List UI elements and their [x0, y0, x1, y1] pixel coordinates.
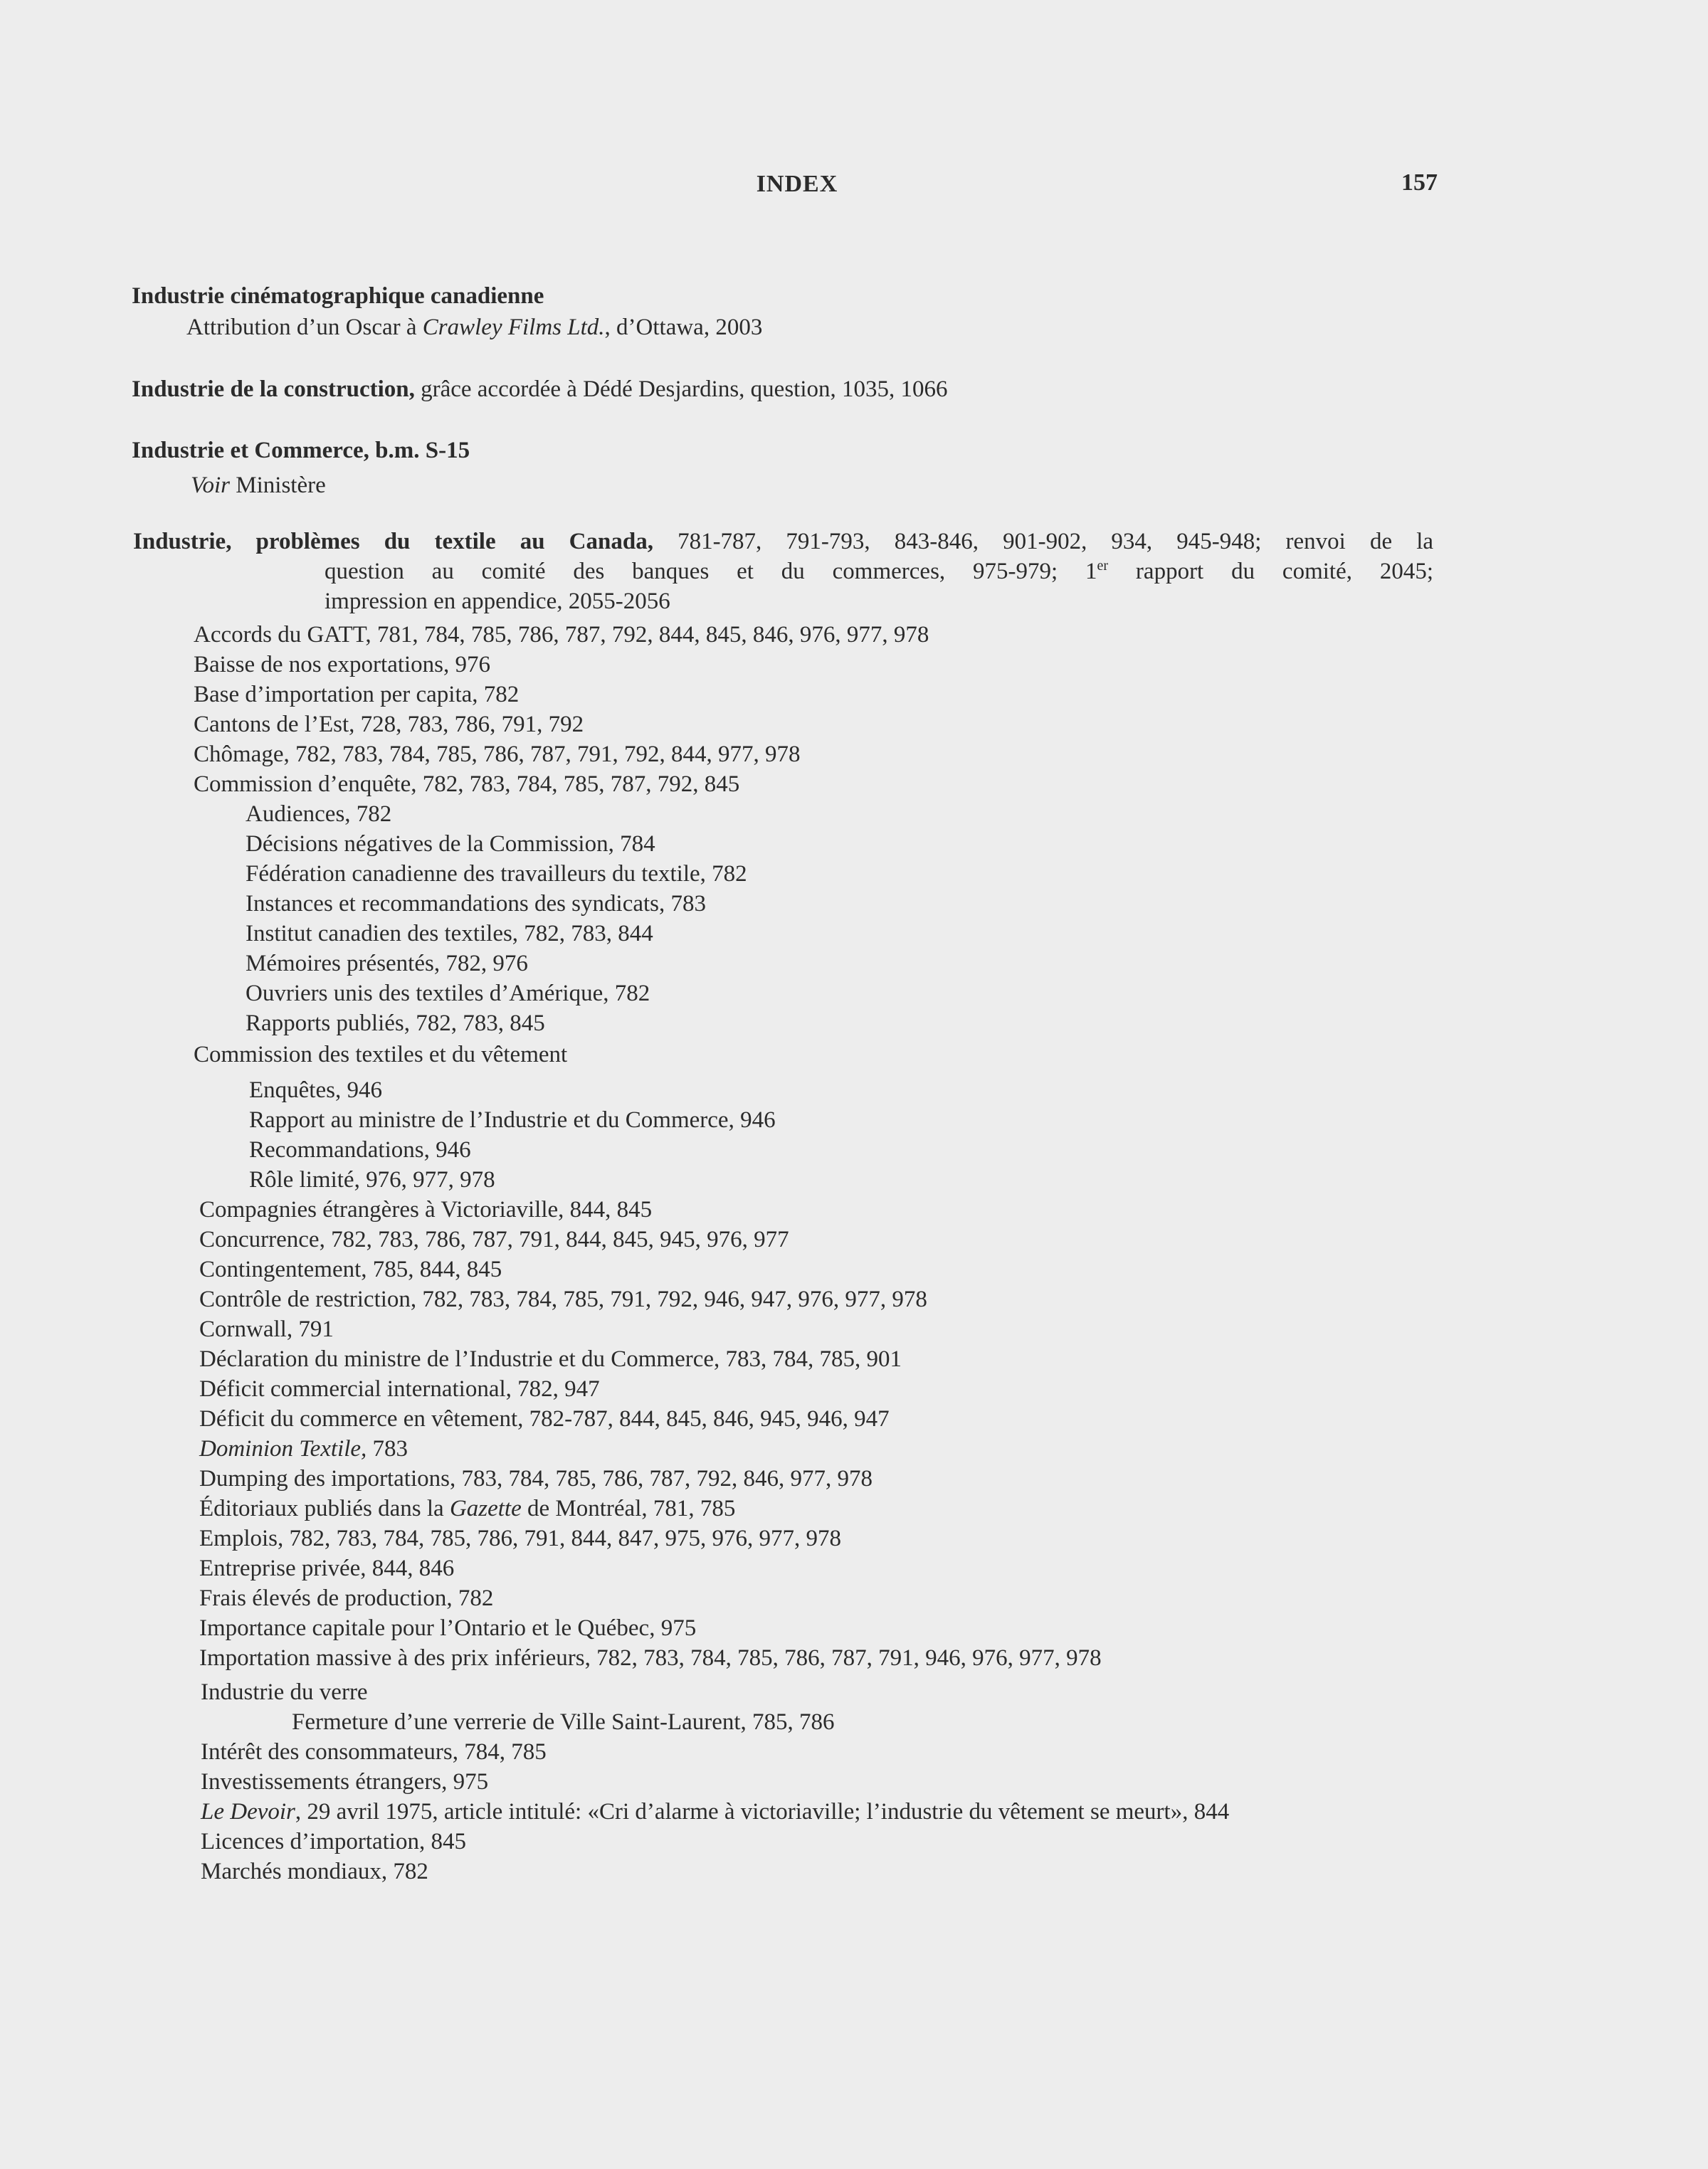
subentry-deficit-vetement: Déficit du commerce en vêtement, 782-787, 844, 845, 846, 945, 946, 947	[199, 1406, 890, 1432]
entry-voir-ministere	[191, 471, 326, 500]
subsub-recommandations: Recommandations, 946	[249, 1137, 471, 1163]
subsub-rapports: Rapports publiés, 782, 783, 845	[246, 1010, 545, 1036]
subentry-compagnies: Compagnies étrangères à Victoriaville, 844, 845	[199, 1197, 653, 1223]
text-segment: rapport du comité, 2045;	[1108, 559, 1433, 584]
subentry-chomage: Chômage, 782, 783, 784, 785, 786, 787, 791, 792, 844, 977, 978	[194, 742, 801, 767]
text-segment: 783	[367, 1436, 408, 1462]
entry-heading-industrie-commerce: Industrie et Commerce, b.m. S-15	[132, 438, 470, 463]
entry-textile-line-2	[325, 557, 1433, 586]
text-segment: Éditoriaux publiés dans la	[199, 1496, 450, 1521]
subsub-federation: Fédération canadienne des travailleurs du textile, 782	[246, 861, 747, 887]
entry-textile-line-1	[133, 527, 1433, 556]
entry-heading-cinematographique: Industrie cinématographique canadienne	[132, 283, 544, 309]
voir-label: Voir	[191, 473, 231, 498]
subsub-fermeture: Fermeture d’une verrerie de Ville Saint-Laurent, 785, 786	[292, 1709, 835, 1735]
subentry-commission-textiles: Commission des textiles et du vêtement	[194, 1042, 568, 1067]
subsub-enquetes: Enquêtes, 946	[249, 1077, 382, 1103]
subsub-institut: Institut canadien des textiles, 782, 783, 844	[246, 921, 653, 946]
text-segment: 781-787, 791-793, 843-846, 901-902, 934, 945-948; renvoi de la	[653, 529, 1434, 554]
subsub-decisions: Décisions négatives de la Commission, 784	[246, 831, 655, 857]
subentry-cornwall: Cornwall, 791	[199, 1316, 334, 1342]
subentry-importation: Importation massive à des prix inférieurs, 782, 783, 784, 785, 786, 787, 791, 946, 976, 977, 978	[199, 1645, 1102, 1671]
text-segment: grâce accordée à Dédé Desjardins, question, 1035, 1066	[414, 376, 948, 402]
subentry-marches: Marchés mondiaux, 782	[201, 1859, 428, 1884]
page-header-title: INDEX	[756, 171, 838, 197]
subentry-editoriaux	[199, 1494, 735, 1523]
subentry-le-devoir	[201, 1798, 1229, 1826]
entry-textile-line-3: impression en appendice, 2055-2056	[325, 589, 670, 614]
entry-heading-construction: Industrie de la construction,	[132, 376, 415, 402]
subentry-declaration: Déclaration du ministre de l’Industrie et du Commerce, 783, 784, 785, 901	[199, 1346, 902, 1372]
subsub-instances: Instances et recommandations des syndicats, 783	[246, 891, 706, 917]
subsub-role: Rôle limité, 976, 977, 978	[249, 1167, 495, 1193]
text-segment: Attribution d’un Oscar à	[186, 315, 423, 340]
text-segment: , d’Ottawa, 2003	[604, 315, 763, 340]
subentry-dumping: Dumping des importations, 783, 784, 785, 786, 787, 792, 846, 977, 978	[199, 1466, 873, 1492]
subentry-licences: Licences d’importation, 845	[201, 1829, 466, 1854]
subentry-dominion	[199, 1435, 408, 1463]
italic-segment: Gazette	[449, 1496, 522, 1521]
italic-segment: Le Devoir	[201, 1799, 295, 1825]
superscript: er	[1097, 558, 1109, 574]
subentry-verre: Industrie du verre	[201, 1679, 368, 1705]
subentry-commission-enquete: Commission d’enquête, 782, 783, 784, 785, 787, 792, 845	[194, 771, 740, 797]
page-number: 157	[1401, 169, 1438, 196]
subentry-controle: Contrôle de restriction, 782, 783, 784, 785, 791, 792, 946, 947, 976, 977, 978	[199, 1287, 927, 1312]
subsub-ouvriers: Ouvriers unis des textiles d’Amérique, 782	[246, 981, 650, 1006]
italic-segment: Crawley Films Ltd.	[422, 315, 605, 340]
subentry-base: Base d’importation per capita, 782	[194, 682, 520, 707]
subentry-importance: Importance capitale pour l’Ontario et le Québec, 975	[199, 1615, 697, 1641]
subentry-gatt: Accords du GATT, 781, 784, 785, 786, 787, 792, 844, 845, 846, 976, 977, 978	[194, 622, 929, 648]
subentry-frais: Frais élevés de production, 782	[199, 1585, 494, 1611]
text-segment: , 29 avril 1975, article intitulé: «Cri d’alarme à victoriaville; l’industrie du vêtement se meurt», 844	[295, 1799, 1230, 1825]
subsub-audiences: Audiences, 782	[246, 801, 392, 827]
subentry-concurrence: Concurrence, 782, 783, 786, 787, 791, 844, 845, 945, 976, 977	[199, 1227, 789, 1252]
subentry-contingentement: Contingentement, 785, 844, 845	[199, 1257, 502, 1282]
italic-segment: Dominion Textile,	[199, 1436, 367, 1462]
text-segment: de Montréal, 781, 785	[521, 1496, 736, 1521]
subentry-investissements: Investissements étrangers, 975	[201, 1769, 489, 1795]
entry-construction	[132, 375, 948, 403]
subentry-entreprise: Entreprise privée, 844, 846	[199, 1556, 455, 1581]
entry-sub-oscar	[186, 313, 762, 342]
text-segment: question au comité des banques et du commerces, 975-979; 1	[325, 559, 1097, 584]
subentry-deficit-commercial: Déficit commercial international, 782, 947	[199, 1376, 600, 1402]
text-segment: Ministère	[230, 473, 326, 498]
subentry-emplois: Emplois, 782, 783, 784, 785, 786, 791, 844, 847, 975, 976, 977, 978	[199, 1526, 842, 1551]
subsub-rapport-ministre: Rapport au ministre de l’Industrie et du Commerce, 946	[249, 1107, 776, 1133]
subsub-memoires: Mémoires présentés, 782, 976	[246, 951, 528, 976]
subentry-interet: Intérêt des consommateurs, 784, 785	[201, 1739, 547, 1765]
subentry-cantons: Cantons de l’Est, 728, 783, 786, 791, 792	[194, 712, 584, 737]
subentry-baisse: Baisse de nos exportations, 976	[194, 652, 491, 677]
entry-heading-textile: Industrie, problèmes du textile au Canada,	[133, 529, 653, 554]
